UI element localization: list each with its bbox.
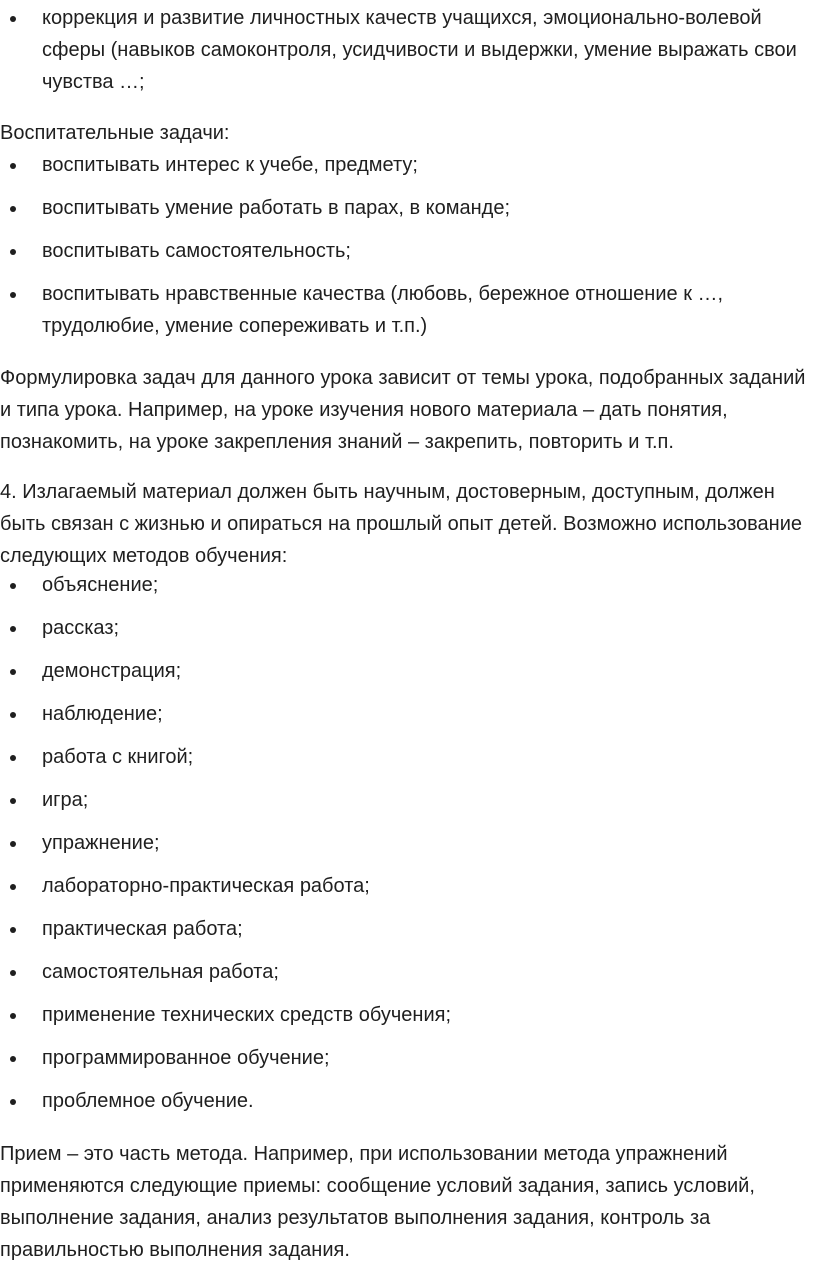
list-item: воспитывать умение работать в парах, в команде; [0, 192, 800, 224]
material-paragraph: 4. Излагаемый материал должен быть научным, достоверным, доступным, должен быть связан с жизнью и опираться на прошлый опыт детей. Возможно использование следующих методов обучения: [0, 481, 803, 567]
list-item: объяснение; [0, 569, 800, 601]
correction-list [0, 2, 800, 98]
education-tasks-list [0, 149, 800, 342]
list-item: самостоятельная работа; [0, 956, 800, 988]
technique-paragraph: Прием – это часть метода. Например, при использовании метода упражнений применяются следующие приемы: сообщение условий задания, запись условий, выполнение задания, анализ результатов выполнения задания, контроль за правильностью выполнения задания. [0, 1143, 755, 1261]
list-item: упражнение; [0, 827, 800, 859]
list-item: воспитывать самостоятельность; [0, 235, 800, 267]
list-item: наблюдение; [0, 698, 800, 730]
list-item: применение технических средств обучения; [0, 999, 800, 1031]
list-item: практическая работа; [0, 913, 800, 945]
list-item: воспитывать интерес к учебе, предмету; [0, 149, 800, 181]
list-item: лабораторно-практическая работа; [0, 870, 800, 902]
education-tasks-heading: Воспитательные задачи: [0, 122, 230, 144]
list-item: рассказ; [0, 612, 800, 644]
list-item: игра; [0, 784, 800, 816]
formulation-paragraph: Формулировка задач для данного урока зависит от темы урока, подобранных заданий и типа урока. Например, на уроке изучения нового материала – дать понятия, познакомить, на уроке закрепления знаний – закрепить, повторить и т.п. [0, 367, 806, 453]
list-item: коррекция и развитие личностных качеств учащихся, эмоционально-волевой сферы (навыков самоконтроля, усидчивости и выдержки, умение выражать свои чувства …; [0, 2, 800, 98]
list-item: работа с книгой; [0, 741, 800, 773]
list-item: программированное обучение; [0, 1042, 800, 1074]
list-item: проблемное обучение. [0, 1085, 800, 1117]
list-item: воспитывать нравственные качества (любовь, бережное отношение к …, трудолюбие, умение сопереживать и т.п.) [0, 278, 800, 342]
list-item: демонстрация; [0, 655, 800, 687]
teaching-methods-list [0, 569, 800, 1117]
